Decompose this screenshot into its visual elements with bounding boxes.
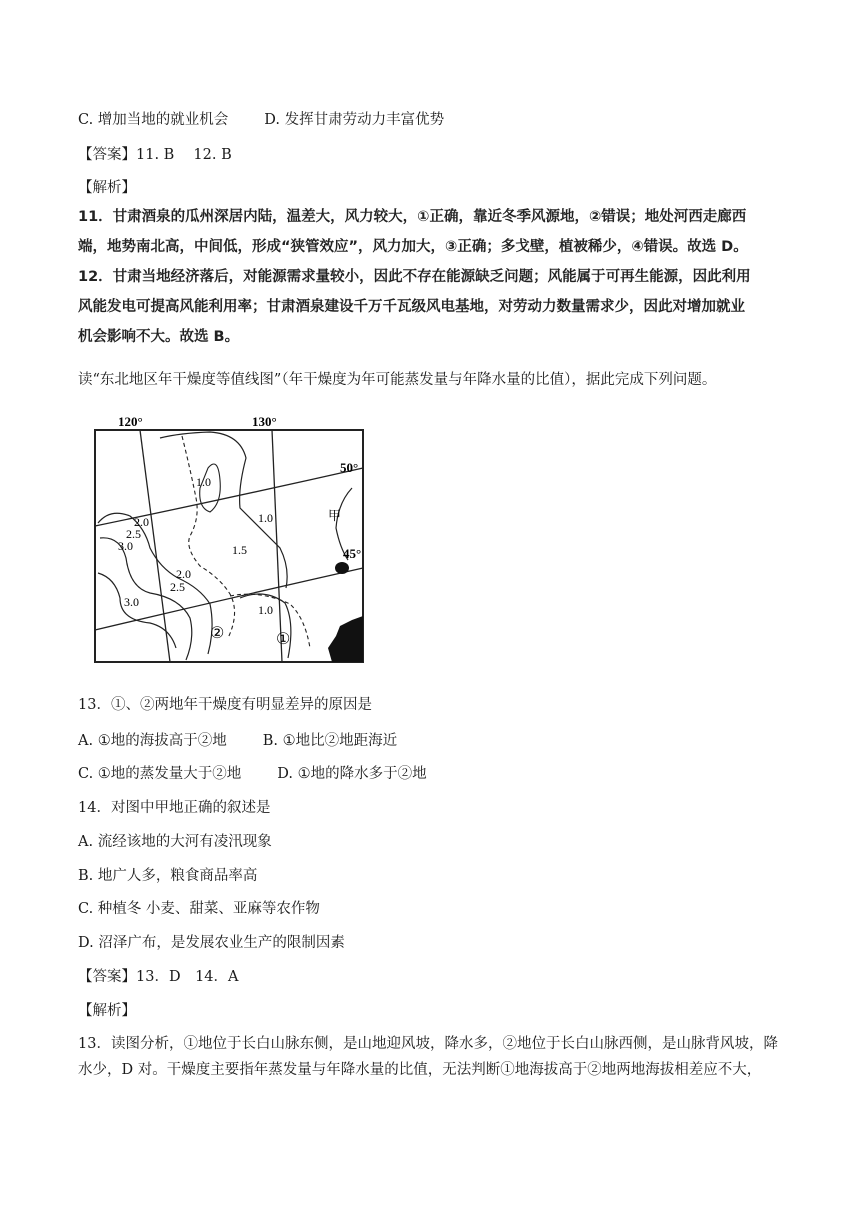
iso-label-e: 1.0 bbox=[258, 511, 273, 525]
analysis-12-line1: 12．甘肃当地经济落后，对能源需求量较小，因此不存在能源缺乏问题；风能属于可再生能源，因此利用 bbox=[78, 269, 751, 285]
q12-options-line bbox=[78, 110, 444, 130]
q13-option-c: C. ①地的蒸发量大于②地 bbox=[78, 766, 242, 782]
label-lat-45: 45° bbox=[343, 546, 362, 561]
q14-option-c: C. 种植冬 小麦、甜菜、亚麻等农作物 bbox=[78, 901, 320, 917]
q13-stem: 13．①、②两地年干燥度有明显差异的原因是 bbox=[78, 697, 372, 713]
analysis-13-text: 13．读图分析，①地位于长白山脉东侧，是山地迎风坡，降水多，②地位于长白山脉西侧，是山脉背风坡，降水少，D 对。干燥度主要指年蒸发量与年降水量的比值，无法判断①地海拔高于②地两地海拔相差应不大， bbox=[78, 1036, 778, 1078]
label-lon-120: 120° bbox=[118, 414, 143, 429]
isoline-3-0 bbox=[98, 573, 176, 648]
iso-label-c: 2.5 bbox=[126, 527, 141, 541]
option-c: C. 增加当地的就业机会 bbox=[78, 112, 229, 128]
option-d: D. 发挥甘肃劳动力丰富优势 bbox=[264, 112, 445, 128]
lon-line-120 bbox=[140, 430, 170, 662]
analysis-block-1 bbox=[78, 202, 782, 352]
q13-options-cd bbox=[78, 764, 427, 784]
q14-option-d: D. 沼泽广布，是发展农业生产的限制因素 bbox=[78, 935, 345, 951]
iso-label-f: 1.5 bbox=[232, 543, 247, 557]
q14-stem: 14．对图中甲地正确的叙述是 bbox=[78, 800, 271, 816]
q14-option-a: A. 流经该地的大河有凌汛现象 bbox=[78, 834, 272, 850]
q13-option-d: D. ①地的降水多于②地 bbox=[277, 766, 427, 782]
intro-text: 读“东北地区年干燥度等值线图”（年干燥度为年可能蒸发量与年降水量的比值），据此完成下列问题。 bbox=[78, 372, 717, 388]
isoline-1-0-east bbox=[160, 432, 287, 588]
analysis-heading-2: 【解析】 bbox=[78, 1003, 136, 1019]
iso-label-a: 1.0 bbox=[196, 475, 211, 489]
analysis-11-line2: 端，地势南北高，中间低，形成“狭管效应”，风力加大，③正确；多戈壁，植被稀少，④错误。故选 D。 bbox=[78, 239, 748, 255]
iso-label-i: 3.0 bbox=[124, 595, 139, 609]
q13-option-b: B. ①地比②地距海近 bbox=[262, 733, 398, 749]
answer-line-1: 【答案】11. B 12. B bbox=[78, 147, 232, 163]
answer-line-2: 【答案】13．D 14．A bbox=[78, 969, 239, 985]
place-1: ① bbox=[276, 631, 291, 648]
isoline-1-5 bbox=[98, 513, 212, 654]
q13-option-a: A. ①地的海拔高于②地 bbox=[78, 733, 227, 749]
q13-options-ab bbox=[78, 731, 397, 751]
analysis-heading-1: 【解析】 bbox=[78, 180, 136, 196]
place-jia: 甲 bbox=[328, 508, 342, 523]
label-lon-130: 130° bbox=[252, 414, 277, 429]
isoline-2-0 bbox=[100, 538, 192, 660]
lon-line-130 bbox=[272, 430, 282, 662]
iso-label-b: 2.0 bbox=[134, 515, 149, 529]
sea-area bbox=[328, 616, 363, 662]
iso-label-d: 3.0 bbox=[118, 539, 133, 553]
iso-label-h: 2.5 bbox=[170, 580, 185, 594]
iso-label-g: 2.0 bbox=[176, 567, 191, 581]
analysis-12-line2: 风能发电可提高风能利用率；甘肃酒泉建设千万千瓦级风电基地，对劳动力数量需求少，因此对增加就业 bbox=[78, 299, 745, 315]
analysis-12-line3: 机会影响不大。故选 B。 bbox=[78, 329, 240, 345]
label-lat-50: 50° bbox=[340, 460, 359, 475]
map-frame bbox=[95, 430, 363, 662]
iso-label-j: 1.0 bbox=[258, 603, 273, 617]
aridity-isoline-map bbox=[90, 408, 370, 668]
place-2: ② bbox=[210, 625, 225, 642]
lake-khanka bbox=[335, 562, 349, 574]
q14-option-b: B. 地广人多，粮食商品率高 bbox=[78, 868, 258, 884]
analysis-11-line1: 11．甘肃酒泉的瓜州深居内陆，温差大，风力较大，①正确，靠近冬季风源地，②错误；地处河西走廊西 bbox=[78, 209, 747, 225]
